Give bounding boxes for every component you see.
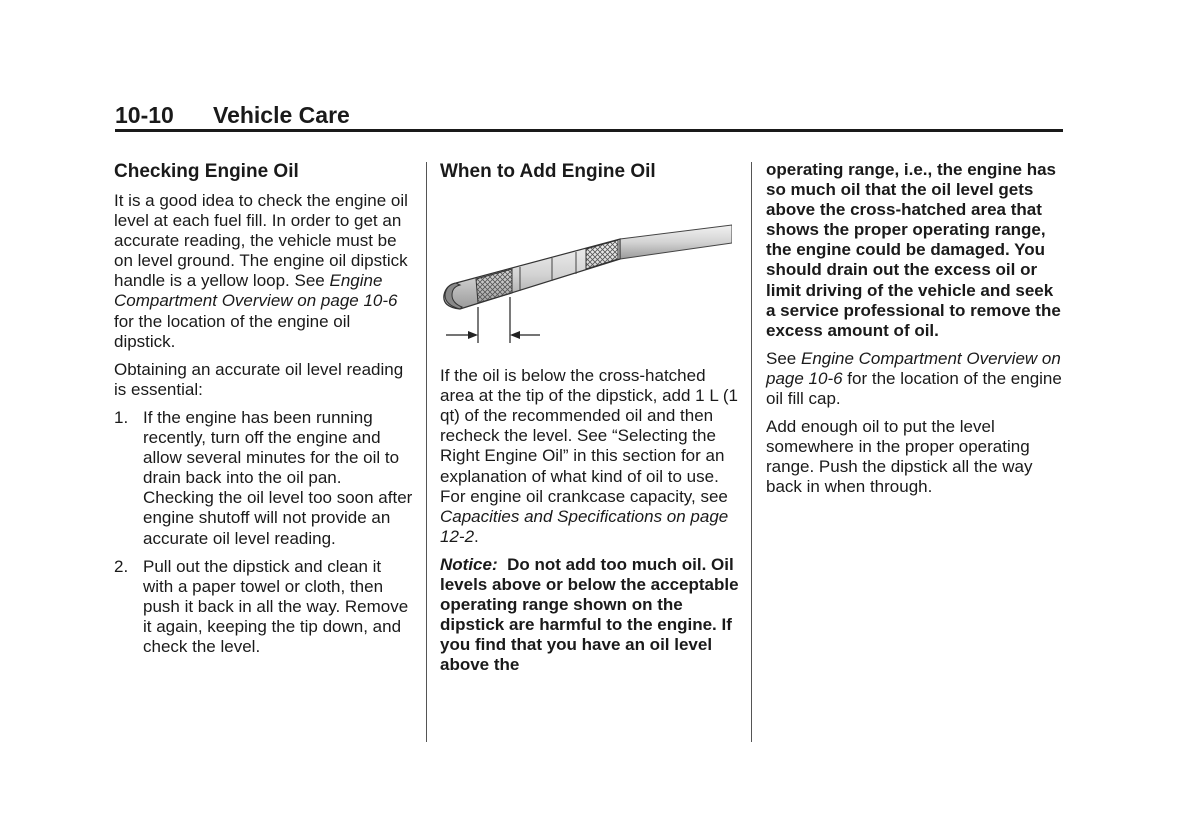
link-capacities-specifications[interactable]: Capacities and Specifications on page 12-2 [440, 506, 729, 546]
page-header [115, 100, 1063, 134]
column-3 [766, 160, 1066, 506]
page-number: 10-10 [115, 102, 174, 128]
text: for the location of the engine oil fill cap. [766, 368, 1062, 409]
step-number: 2. [114, 556, 129, 576]
section-title: Vehicle Care [213, 102, 350, 128]
steps-list [114, 408, 414, 657]
list-item [114, 408, 414, 549]
dipstick-illustration [440, 197, 732, 357]
paragraph-add-oil: Add enough oil to put the level somewhere in the proper operating range. Push the dipstick all the way back in when through. [766, 417, 1033, 497]
notice-paragraph [440, 555, 742, 676]
link-engine-compartment-overview[interactable]: Engine Compartment Overview on page 10-6 [114, 271, 398, 311]
link-engine-compartment-overview[interactable]: Engine Compartment Overview on page 10-6 [766, 348, 1061, 388]
heading-when-to-add-engine-oil: When to Add Engine Oil [440, 161, 656, 182]
text: . [474, 526, 479, 546]
text: It is a good idea to check the engine oil level at each fuel fill. In order to get an accurate reading, the vehicle must be on level ground. The engine oil dipstick handle is a yellow loop. See [114, 191, 408, 291]
notice-continued: operating range, i.e., the engine has so much oil that the oil level gets above the cross-hatched area that shows the proper operating range, the engine could be damaged. You should drain out the excess oil or limit driving of the vehicle and seek a service professional to remove the excess amount of oil. [766, 160, 1061, 340]
paragraph-accurate-reading: Obtaining an accurate oil level reading is essential: [114, 359, 404, 399]
text: See [766, 348, 801, 368]
step-number: 1. [114, 407, 129, 427]
column-2 [440, 160, 742, 684]
heading-checking-engine-oil: Checking Engine Oil [114, 161, 299, 182]
paragraph-below-hatched [440, 366, 742, 547]
paragraph-fill-cap [766, 349, 1066, 409]
column-divider-1 [426, 162, 427, 742]
list-item [114, 557, 414, 657]
notice-text: Do not add too much oil. Oil levels above or below the acceptable operating range shown on the dipstick are harmful to the engine. If you find that you have an oil level above the [440, 554, 739, 675]
text: for the location of the engine oil dipstick. [114, 311, 351, 351]
text: If the oil is below the cross-hatched area at the tip of the dipstick, add 1 L (1 qt) of the recommended oil and then recheck the level. See “Selecting the Right Engine Oil” in this section for an explanation of what kind of oil to use. For engine oil crankcase capacity, see [440, 366, 738, 506]
header-rule [115, 129, 1063, 132]
step-text: If the engine has been running recently, turn off the engine and allow several minutes for the oil to drain back into the oil pan. Checking the oil level too soon after engine shutoff will not provide an accurate oil level reading. [143, 407, 413, 548]
paragraph-intro [114, 191, 414, 352]
notice-label: Notice: [440, 554, 498, 574]
column-divider-2 [751, 162, 752, 742]
step-text: Pull out the dipstick and clean it with a paper towel or cloth, then push it back in all the way. Remove it again, keeping the tip down, and check the level. [143, 556, 409, 656]
column-1 [114, 160, 414, 665]
